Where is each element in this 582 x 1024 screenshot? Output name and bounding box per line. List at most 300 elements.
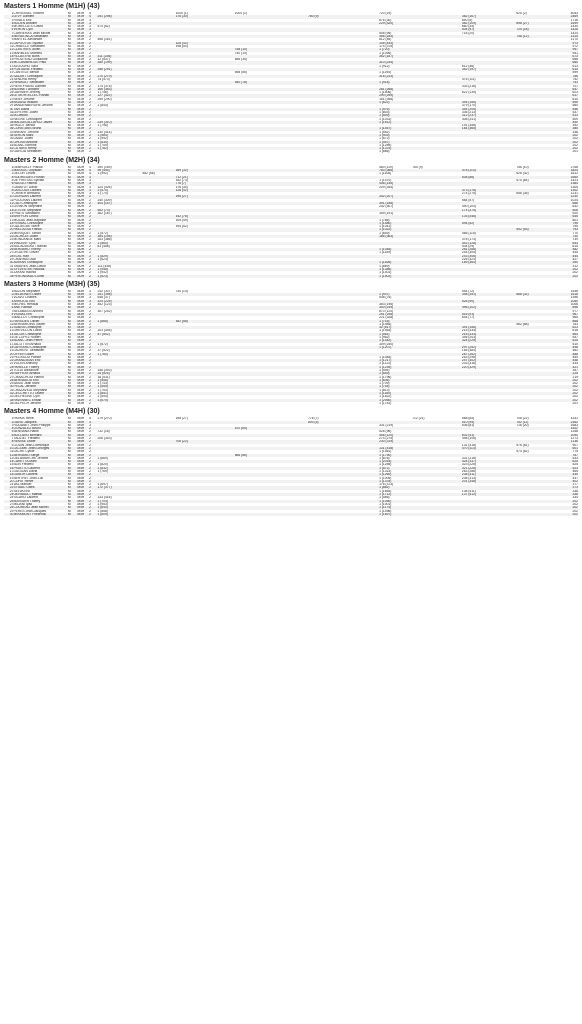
race-count-cell: 2 (89, 392, 97, 395)
race-1-cell: 354 (195) (97, 235, 142, 238)
sex-cell: M (68, 493, 77, 496)
race-3-cell: 1000 (1) (176, 12, 214, 15)
sex-cell: M (68, 55, 77, 58)
sex-cell: M (68, 460, 77, 463)
athlete-name-cell: CHRISSSEL Vincent (13, 12, 67, 15)
race-count-cell: 2 (89, 127, 97, 130)
rank-cell: 13 (4, 205, 13, 208)
race-count-cell: 2 (89, 222, 97, 225)
sex-cell: M (68, 141, 77, 144)
category-cell: M2H (77, 245, 89, 248)
race-count-cell: 3 (89, 182, 97, 185)
category-cell: M2H (77, 209, 89, 212)
total-points-cell: 525 (549, 463, 578, 466)
race-count-cell: 4 (89, 12, 97, 15)
race-10-cell: 538 (86) (462, 176, 483, 179)
category-cell: M1H (77, 98, 89, 101)
category-cell: M3H (77, 329, 89, 332)
total-points-cell: 752 (549, 78, 578, 81)
category-cell: M3H (77, 290, 89, 293)
athlete-name-cell: BERNADOU Eric (13, 379, 67, 382)
athlete-name-cell: MCCAMBRIDGE Paul (13, 61, 67, 64)
section-gap (4, 405, 578, 407)
race-count-cell: 2 (89, 205, 97, 208)
sex-cell: M (68, 316, 77, 319)
rank-cell: 28 (4, 379, 13, 382)
total-points-cell: 601 (549, 447, 578, 450)
race-count-cell: 2 (89, 81, 97, 84)
race-10-cell: 496 (102) (462, 306, 483, 309)
race-1-cell: 648 (37) (97, 296, 142, 299)
race-1-cell: 1 (669) (97, 457, 142, 460)
total-points-cell: 770 (549, 232, 578, 235)
athlete-name-cell: GONZALEZ Bruno (13, 427, 67, 430)
athlete-name-cell: CARRERAS Jean Michel (13, 32, 67, 35)
category-cell: M3H (77, 346, 89, 349)
race-8-cell: 1 (561) (379, 333, 412, 336)
category-cell: M4H (77, 473, 89, 476)
rank-cell: 20 (4, 480, 13, 483)
race-count-cell: 2 (89, 389, 97, 392)
category-cell: M4H (77, 450, 89, 453)
rank-cell: 34 (4, 399, 13, 402)
race-8-cell: 1 (1442) (379, 339, 412, 342)
race-8-cell: 1 (1401) (379, 271, 412, 274)
race-count-cell: 2 (89, 94, 97, 97)
athlete-name-cell: LEFEVRE Julien (13, 111, 67, 114)
total-points-cell: 202 (549, 144, 578, 147)
total-points-cell: 564 (549, 333, 578, 336)
total-points-cell: 610 (549, 68, 578, 71)
race-10-cell: 510 (94) (462, 421, 483, 424)
sex-cell: M (68, 85, 77, 88)
athlete-name-cell: CECCHETTO Olivier (13, 392, 67, 395)
race-1-cell: 1 (623) (97, 258, 142, 261)
category-cell: M1H (77, 91, 89, 94)
race-count-cell: 3 (89, 192, 97, 195)
rank-cell: 21 (4, 483, 13, 486)
race-8-cell: 1 (1378) (379, 480, 412, 483)
race-10-cell: 263 (286) (462, 470, 483, 473)
race-count-cell: 2 (89, 437, 97, 440)
race-10-cell: 287 (262) (462, 353, 483, 356)
race-count-cell: 2 (89, 219, 97, 222)
race-12-cell: 668 (32) (516, 293, 549, 296)
race-12-cell: 752 (11) (516, 421, 549, 424)
total-points-cell: 525 (549, 339, 578, 342)
total-points-cell: 795 (549, 225, 578, 228)
race-8-cell: 1 (1022) (379, 228, 412, 231)
category-cell: M2H (77, 228, 89, 231)
sex-cell: M (68, 320, 77, 323)
race-8-cell: 1 (1159) (379, 251, 412, 254)
sex-cell: M (68, 486, 77, 489)
sex-cell: M (68, 427, 77, 430)
race-10-cell: 323 (226) (462, 463, 483, 466)
total-points-cell: 973 (549, 42, 578, 45)
sex-cell: M (68, 349, 77, 352)
race-10-cell: 568 (65) (462, 417, 483, 420)
category-cell: M4H (77, 444, 89, 447)
section-title: Masters 3 Homme (M3H) (35) (4, 280, 100, 288)
race-count-cell: 2 (89, 144, 97, 147)
category-cell: M4H (77, 434, 89, 437)
race-count-cell: 2 (89, 457, 97, 460)
race-8-cell: 1 (903) (379, 134, 412, 137)
total-points-cell: 202 (549, 500, 578, 503)
total-points-cell: 202 (549, 506, 578, 509)
category-cell: M1H (77, 88, 89, 91)
total-points-cell: 1170 (549, 38, 578, 41)
category-cell: M4H (77, 457, 89, 460)
total-points-cell: 957 (549, 48, 578, 51)
race-10-cell: 554 (72) (462, 290, 483, 293)
athlete-name-cell: MICHEL Renaud (13, 303, 67, 306)
total-points-cell: 1434 (549, 25, 578, 28)
total-points-cell: 537 (549, 111, 578, 114)
total-points-cell: 202 (549, 137, 578, 140)
total-points-cell: 739 (549, 238, 578, 241)
race-8-cell: 1 (1239) (379, 366, 412, 369)
rank-cell: 24 (4, 88, 13, 91)
category-cell: M3H (77, 336, 89, 339)
race-5-cell: 570 (64) (235, 427, 308, 430)
race-count-cell: 2 (89, 101, 97, 104)
race-1-cell: 1 (762) (97, 147, 142, 150)
race-3-cell: 542 (78) (176, 215, 214, 218)
athlete-name-cell: PAILLASSA Franck (13, 228, 67, 231)
race-count-cell: 2 (89, 111, 97, 114)
sex-cell: M (68, 389, 77, 392)
race-1-cell: 732 (16) (97, 430, 142, 433)
race-1-cell: 1 (770) (97, 192, 142, 195)
rank-cell: 23 (4, 490, 13, 493)
sex-cell: M (68, 38, 77, 41)
race-8-cell: 1 (976) (379, 108, 412, 111)
athlete-name-cell: MENDONCA Sébastien (13, 35, 67, 38)
total-points-cell: 523 (549, 467, 578, 470)
race-count-cell: 2 (89, 353, 97, 356)
athlete-name-cell: TAVARES Jean-David (13, 265, 67, 268)
race-8-cell: 1 (2060) (379, 399, 412, 402)
race-10-cell: 336 (213) (462, 111, 483, 114)
athlete-name-cell: LABAT Julien (13, 137, 67, 140)
category-cell: M1H (77, 150, 89, 153)
rank-cell: 18 (4, 346, 13, 349)
race-count-cell: 2 (89, 493, 97, 496)
total-points-cell: 488 (549, 353, 578, 356)
race-count-cell: 3 (89, 28, 97, 31)
athlete-name-cell: GALIEGUE Steve (13, 225, 67, 228)
category-cell: M4H (77, 513, 89, 516)
sex-cell: M (68, 513, 77, 516)
sex-cell: M (68, 127, 77, 130)
total-points-cell: 4043 (549, 12, 578, 15)
race-10-cell: 243 (306) (462, 255, 483, 258)
race-8-cell: 1 (1790) (379, 454, 412, 457)
athlete-name-cell: PIGATTO Laurent (13, 467, 67, 470)
race-count-cell: 2 (89, 261, 97, 264)
rank-cell: 12 (4, 202, 13, 205)
total-points-cell: 1136 (549, 440, 578, 443)
category-cell: M3H (77, 316, 89, 319)
category-cell: M3H (77, 343, 89, 346)
race-count-cell: 2 (89, 434, 97, 437)
total-points-cell: 767 (549, 454, 578, 457)
race-1-cell: 1 (697) (97, 483, 142, 486)
category-cell: M1H (77, 19, 89, 22)
sex-cell: M (68, 417, 77, 420)
category-cell: M1H (77, 127, 89, 130)
athlete-name-cell: VLAVO Charles (13, 296, 67, 299)
rank-cell: 11 (4, 45, 13, 48)
race-8-cell: 131 (418) (379, 447, 412, 450)
athlete-name-cell: BENNANA Habib (13, 430, 67, 433)
race-10-cell: 131 (418) (462, 444, 483, 447)
sex-cell: M (68, 463, 77, 466)
athlete-name-cell: FONTAINE Frédéric (13, 68, 67, 71)
sex-cell: M (68, 477, 77, 480)
sex-cell: M (68, 437, 77, 440)
athlete-name-cell: LENNON Stéphane (13, 205, 67, 208)
race-12-cell: 748 (12) (516, 35, 549, 38)
rank-cell: 20 (4, 228, 13, 231)
category-cell: M2H (77, 251, 89, 254)
category-cell: M1H (77, 48, 89, 51)
athlete-name-cell: VAZ Manuel (13, 483, 67, 486)
athlete-name-cell: RIVALS Eric (13, 19, 67, 22)
race-10-cell: 215 (334) (462, 329, 483, 332)
race-3-cell: 776 (7) (176, 182, 214, 185)
race-8-cell: 1 (1045) (379, 248, 412, 251)
race-8-cell: 1 (1113) (379, 362, 412, 365)
sex-cell: M (68, 58, 77, 61)
sex-cell: M (68, 421, 77, 424)
race-8-cell: 1 (2015) (379, 460, 412, 463)
race-1-cell: 1 (753) (97, 389, 142, 392)
race-count-cell: 2 (89, 212, 97, 215)
rank-cell: 31 (4, 389, 13, 392)
race-10-cell: 236 (313) (462, 477, 483, 480)
race-10-cell: 376 (173) (462, 238, 483, 241)
rank-cell: 22 (4, 486, 13, 489)
race-8-cell: 1 (1001) (379, 503, 412, 506)
category-cell: M2H (77, 222, 89, 225)
rank-cell: 23 (4, 85, 13, 88)
race-10-cell: 103 (446) (462, 215, 483, 218)
total-points-cell: 202 (549, 389, 578, 392)
category-cell: M4H (77, 430, 89, 433)
category-cell: M3H (77, 320, 89, 323)
rank-cell: 42 (4, 147, 13, 150)
total-points-cell: 427 (549, 258, 578, 261)
sex-cell: M (68, 496, 77, 499)
sex-cell: M (68, 510, 77, 513)
total-points-cell: 385 (549, 127, 578, 130)
total-points-cell: 1258 (549, 430, 578, 433)
race-count-cell: 2 (89, 503, 97, 506)
race-count-cell: 2 (89, 320, 97, 323)
race-10-cell: 174 (375) (462, 209, 483, 212)
race-8-cell: 1 (1654) (379, 490, 412, 493)
athlete-name-cell: ARRIZOU Eric (13, 300, 67, 303)
athlete-name-cell: DELOR Cedric (13, 172, 67, 175)
sex-cell: M (68, 192, 77, 195)
race-8-cell: 230 (319) (379, 440, 412, 443)
category-cell: M1H (77, 118, 89, 121)
athlete-name-cell: SENDRA Rémy (13, 78, 67, 81)
race-10-cell: 233 (316) (462, 362, 483, 365)
race-1-cell: 151 (398) (97, 293, 142, 296)
total-points-cell: 786 (549, 75, 578, 78)
race-8-cell: 1 (1712) (379, 493, 412, 496)
race-count-cell: 3 (89, 290, 97, 293)
athlete-name-cell: CLASTRES Julien (13, 48, 67, 51)
total-points-cell: 202 (549, 513, 578, 516)
category-cell: M4H (77, 454, 89, 457)
race-8-cell: 1 (882) (379, 486, 412, 489)
sex-cell: M (68, 219, 77, 222)
athlete-name-cell: DECHEGNE Cyril (13, 395, 67, 398)
total-points-cell: 1230 (549, 195, 578, 198)
total-points-cell: 202 (549, 382, 578, 385)
athlete-name-cell: DEBROILLY Franck (13, 166, 67, 169)
athlete-name-cell: CAO Christophe (13, 202, 67, 205)
race-8-cell: 32 (517) (379, 326, 412, 329)
athlete-name-cell: MORELLATO David (13, 25, 67, 28)
total-points-cell: 437 (549, 477, 578, 480)
total-points-cell: 2469 (549, 15, 578, 18)
total-points-cell: 618 (549, 329, 578, 332)
race-count-cell: 2 (89, 52, 97, 55)
rank-cell: 20 (4, 353, 13, 356)
race-count-cell: 3 (89, 421, 97, 424)
sex-cell: M (68, 265, 77, 268)
race-10-cell: 352 (197) (462, 68, 483, 71)
athlete-name-cell: GRANDJEAN Eric (13, 359, 67, 362)
race-count-cell: 2 (89, 134, 97, 137)
total-points-cell: 795 (549, 222, 578, 225)
category-cell: M4H (77, 480, 89, 483)
athlete-name-cell: JACOTTIN Arnaud (13, 343, 67, 346)
rank-cell: 15 (4, 58, 13, 61)
category-cell: M2H (77, 268, 89, 271)
rank-cell: 28 (4, 101, 13, 104)
race-count-cell: 3 (89, 35, 97, 38)
race-8-cell: 1 (1050) (379, 500, 412, 503)
race-1-cell: 1 (796) (97, 124, 142, 127)
rank-cell: 18 (4, 68, 13, 71)
race-10-cell: 526 (90) (462, 300, 483, 303)
race-10-cell: 622 (139) (462, 91, 483, 94)
race-count-cell: 2 (89, 118, 97, 121)
rank-cell: 30 (4, 513, 13, 516)
sex-cell: M (68, 261, 77, 264)
total-points-cell: 440 (549, 121, 578, 124)
category-cell: M3H (77, 402, 89, 405)
race-8-cell: 1 (1005) (379, 477, 412, 480)
total-points-cell: 741 (549, 81, 578, 84)
category-cell: M2H (77, 176, 89, 179)
race-10-cell: 516 (91) (462, 313, 483, 316)
category-cell: M2H (77, 232, 89, 235)
rank-cell: 19 (4, 349, 13, 352)
total-points-cell: 219 (549, 376, 578, 379)
race-3-cell: 698 (27) (176, 195, 214, 198)
athlete-name-cell: LACHEZE Julien (13, 235, 67, 238)
race-count-cell: 2 (89, 251, 97, 254)
race-8-cell: 1 (1461) (379, 450, 412, 453)
category-cell: M3H (77, 389, 89, 392)
athlete-name-cell: MIRAMONT Frédérick (13, 513, 67, 516)
total-points-cell: 2766 (549, 166, 578, 169)
race-3-cell: 669 (32) (176, 169, 214, 172)
athlete-name-cell: ROUANET Jean-Philippe (13, 424, 67, 427)
race-count-cell: 2 (89, 477, 97, 480)
race-10-cell: 398 (151) (462, 293, 483, 296)
category-cell: M2H (77, 199, 89, 202)
race-10-cell: 379 (170) (462, 104, 483, 107)
sex-cell: M (68, 45, 77, 48)
total-points-cell: 625 (549, 460, 578, 463)
race-count-cell: 2 (89, 78, 97, 81)
category-cell: M2H (77, 195, 89, 198)
race-1-cell: 1 (560) (97, 242, 142, 245)
athlete-name-cell: PROUTEAU Guillaume (13, 58, 67, 61)
race-count-cell: 2 (89, 473, 97, 476)
race-1-cell: 1 (992) (97, 137, 142, 140)
total-points-cell: 1683 (549, 424, 578, 427)
race-8-cell: 316 (233) (379, 75, 412, 78)
total-points-cell: 668 (549, 58, 578, 61)
category-cell: M1H (77, 55, 89, 58)
athlete-name-cell: FARGUES Olivier (13, 320, 67, 323)
race-count-cell: 3 (89, 25, 97, 28)
race-8-cell: 1 (744) (379, 385, 412, 388)
sex-cell: M (68, 473, 77, 476)
total-points-cell: 1423 (549, 179, 578, 182)
race-count-cell: 3 (89, 303, 97, 306)
race-6-cell: 760 (9) (308, 15, 329, 18)
race-count-cell: 2 (89, 232, 97, 235)
total-points-cell: 510 (549, 343, 578, 346)
race-8-cell: 1 (649) (379, 372, 412, 375)
athlete-name-cell: BIGAND William (13, 101, 67, 104)
race-1-cell: 1 (992) (97, 172, 142, 175)
section-gap (4, 154, 578, 156)
total-points-cell: 920 (549, 212, 578, 215)
race-count-cell: 3 (89, 424, 97, 427)
rank-cell: 12 (4, 48, 13, 51)
rank-cell: 34 (4, 275, 13, 278)
race-8-cell: 1 (1612) (379, 121, 412, 124)
total-points-cell: 1660 (549, 176, 578, 179)
athlete-name-cell: COUREAU Jean Michel (13, 506, 67, 509)
total-points-cell: 1231 (549, 192, 578, 195)
athlete-name-cell: VINCENT Cyril (13, 242, 67, 245)
rank-cell: 36 (4, 127, 13, 130)
sex-cell: M (68, 101, 77, 104)
total-points-cell: 707 (549, 85, 578, 88)
category-cell: M3H (77, 385, 89, 388)
race-count-cell: 2 (89, 346, 97, 349)
rank-cell: 13 (4, 52, 13, 55)
category-cell: M2H (77, 265, 89, 268)
category-cell: M1H (77, 134, 89, 137)
athlete-name-cell: CONSTANS Bruno (13, 127, 67, 130)
sex-cell: M (68, 25, 77, 28)
section-gap (4, 516, 578, 518)
